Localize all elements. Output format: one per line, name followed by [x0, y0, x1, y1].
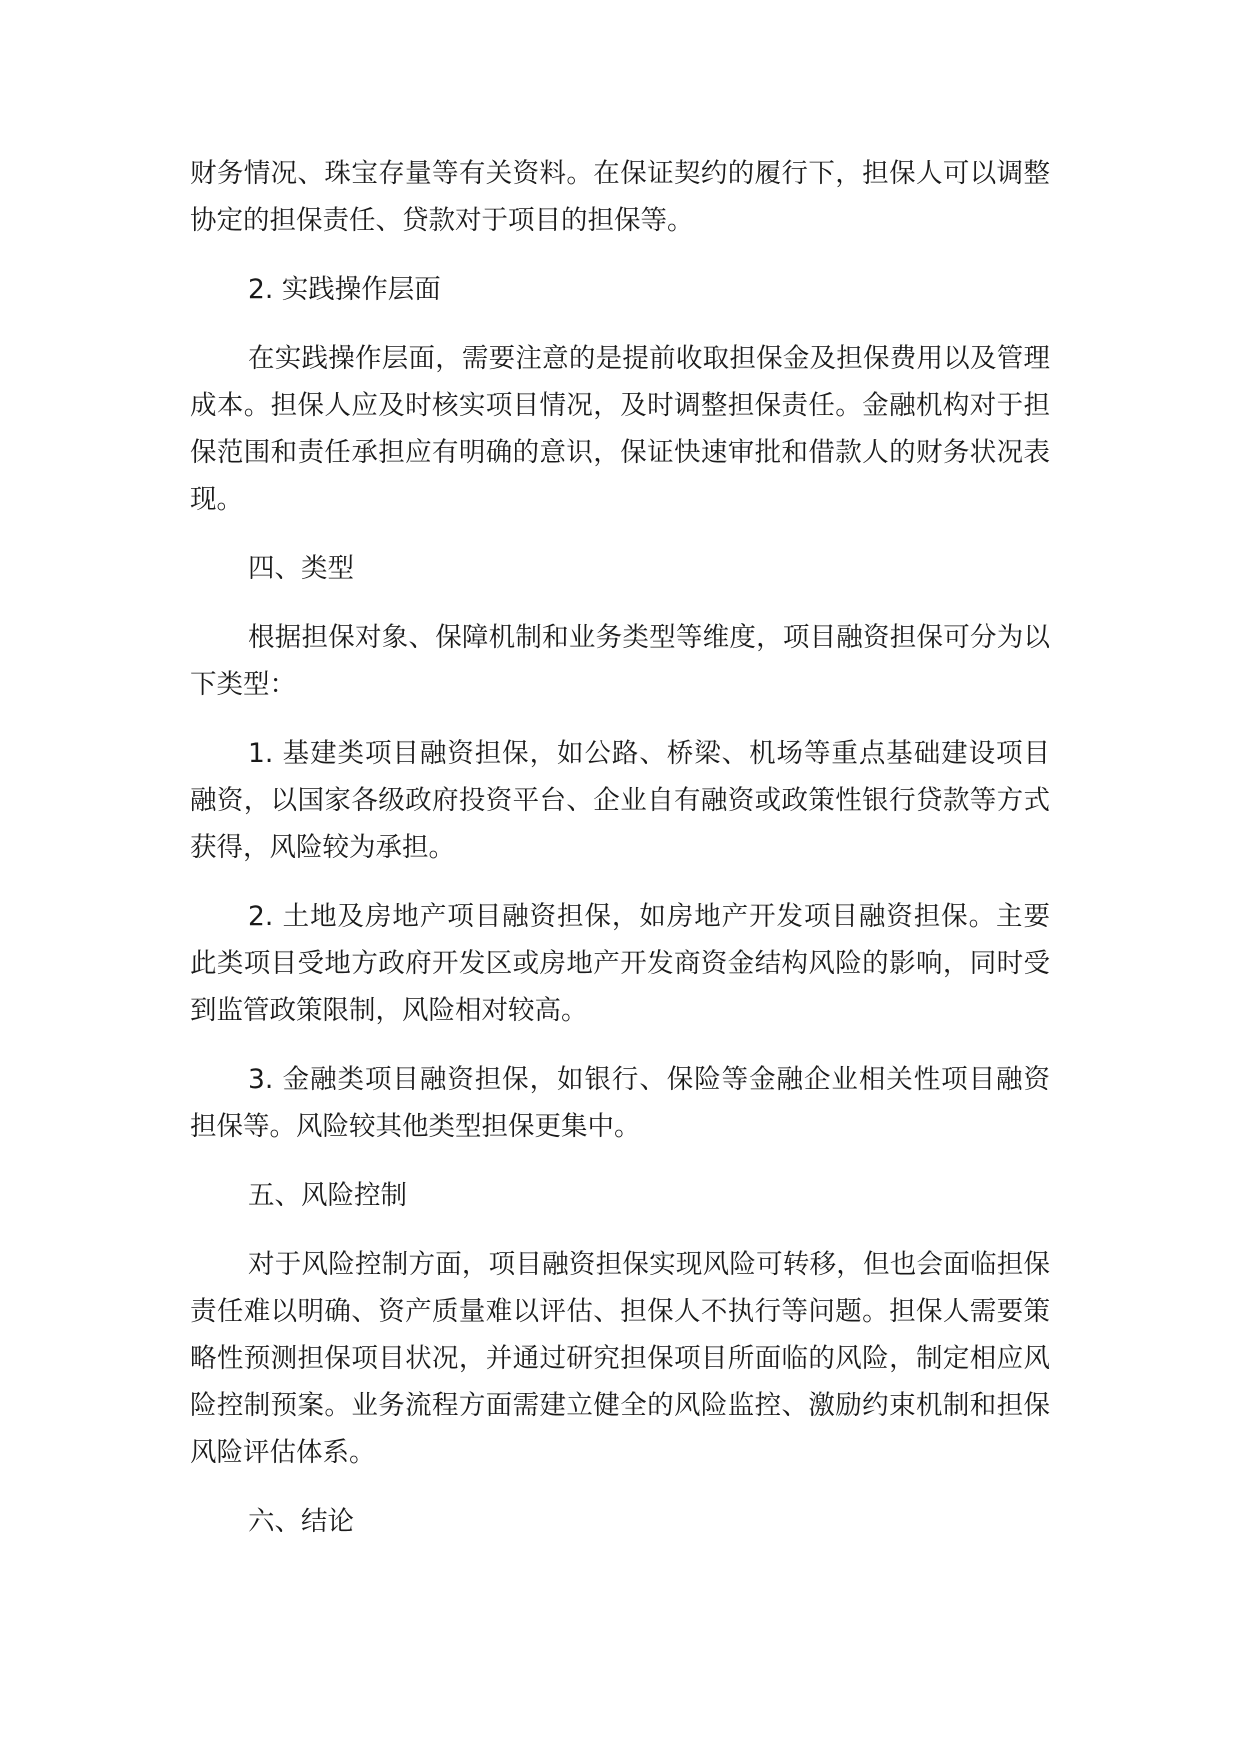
list-item-infrastructure: 1. 基建类项目融资担保，如公路、桥梁、机场等重点基础建设项目融资，以国家各级政府投资平台、企业自有融资或政策性银行贷款等方式获得，风险较为承担。: [190, 738, 1050, 863]
paragraph-types-intro: 根据担保对象、保障机制和业务类型等维度，项目融资担保可分为以下类型：: [190, 622, 1050, 700]
paragraph-continuation: 财务情况、珠宝存量等有关资料。在保证契约的履行下，担保人可以调整协定的担保责任、贷款对于项目的担保等。: [190, 158, 1050, 236]
list-item-financial: 3. 金融类项目融资担保，如银行、保险等金融企业相关性项目融资担保等。风险较其他类型担保更集中。: [190, 1064, 1050, 1142]
document-page: [190, 150, 1050, 1567]
subheading-practice-level: 2. 实践操作层面: [248, 274, 441, 305]
paragraph-practice: 在实践操作层面，需要注意的是提前收取担保金及担保费用以及管理成本。担保人应及时核实项目情况，及时调整担保责任。金融机构对于担保范围和责任承担应有明确的意识，保证快速审批和借款人的财务状况表现。: [190, 343, 1050, 515]
section-heading-risk-control: 五、风险控制: [248, 1180, 407, 1211]
paragraph-risk-control: 对于风险控制方面，项目融资担保实现风险可转移，但也会面临担保责任难以明确、资产质量难以评估、担保人不执行等问题。担保人需要策略性预测担保项目状况，并通过研究担保项目所面临的风险，制定相应风险控制预案。业务流程方面需建立健全的风险监控、激励约束机制和担保风险评估体系。: [190, 1249, 1050, 1468]
section-heading-conclusion: 六、结论: [248, 1506, 354, 1537]
section-heading-types: 四、类型: [248, 553, 354, 584]
list-item-real-estate: 2. 土地及房地产项目融资担保，如房地产开发项目融资担保。主要此类项目受地方政府开发区或房地产开发商资金结构风险的影响，同时受到监管政策限制，风险相对较高。: [190, 901, 1050, 1026]
